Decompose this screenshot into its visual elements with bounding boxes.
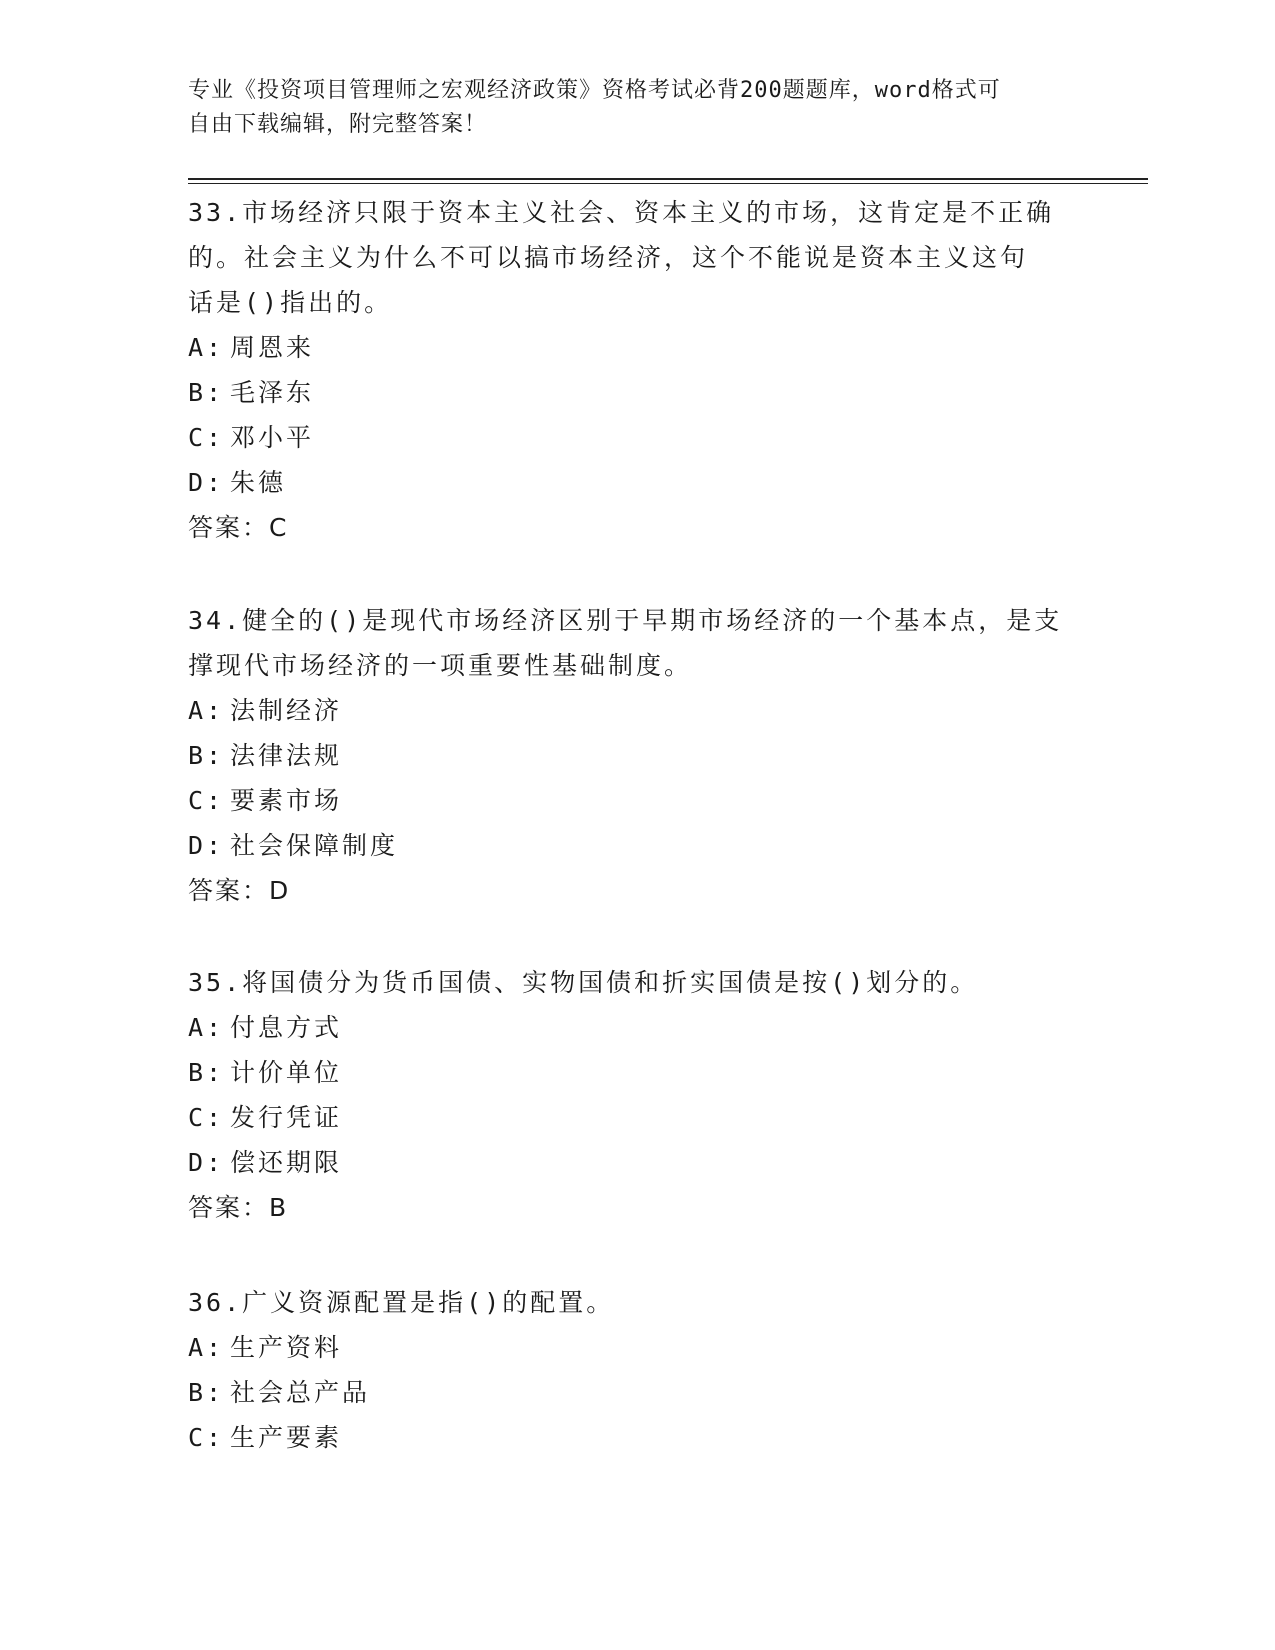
- document-header: [188, 74, 1068, 142]
- option-d: [188, 823, 1078, 868]
- option-text: 法制经济: [230, 696, 343, 725]
- option-text: 法律法规: [230, 741, 343, 770]
- option-text: 毛泽东: [230, 378, 315, 407]
- answer-line: 答案：B: [188, 1193, 289, 1222]
- header-line-2: 自由下载编辑，附完整答案！: [188, 112, 488, 137]
- question-line: 34.健全的()是现代市场经济区别于早期市场经济的一个基本点，是支: [188, 606, 1063, 635]
- question-line: 36.广义资源配置是指()的配置。: [188, 1288, 615, 1317]
- option-text: 邓小平: [230, 423, 315, 452]
- question-line: 撑现代市场经济的一项重要性基础制度。: [188, 651, 693, 680]
- question-line: 话是()指出的。: [188, 288, 393, 317]
- option-a: [188, 1005, 1078, 1050]
- option-letter: A:: [188, 1013, 225, 1042]
- question-text: [188, 598, 1078, 688]
- option-text: 付息方式: [230, 1013, 343, 1042]
- question-34: [188, 598, 1078, 913]
- option-text: 生产要素: [230, 1423, 343, 1452]
- option-letter: D:: [188, 831, 225, 860]
- option-text: 偿还期限: [230, 1148, 343, 1177]
- question-text: [188, 190, 1078, 325]
- option-a: [188, 325, 1078, 370]
- option-letter: C:: [188, 423, 225, 452]
- option-letter: D:: [188, 1148, 225, 1177]
- option-b: [188, 733, 1078, 778]
- header-line-1: 专业《投资项目管理师之宏观经济政策》资格考试必背200题题库，word格式可: [188, 78, 1001, 103]
- header-divider-thick: [188, 178, 1148, 180]
- option-letter: C:: [188, 1423, 225, 1452]
- option-text: 生产资料: [230, 1333, 343, 1362]
- option-letter: C:: [188, 786, 225, 815]
- question-line: 35.将国债分为货币国债、实物国债和折实国债是按()划分的。: [188, 968, 979, 997]
- option-text: 社会保障制度: [230, 831, 399, 860]
- option-a: [188, 688, 1078, 733]
- question-33: [188, 190, 1078, 550]
- option-letter: A:: [188, 333, 225, 362]
- option-text: 社会总产品: [230, 1378, 371, 1407]
- option-letter: B:: [188, 378, 225, 407]
- answer-line: 答案：D: [188, 876, 291, 905]
- option-letter: D:: [188, 468, 225, 497]
- option-text: 朱德: [230, 468, 287, 497]
- option-c: [188, 415, 1078, 460]
- option-letter: B:: [188, 1378, 225, 1407]
- question-line: 33.市场经济只限于资本主义社会、资本主义的市场，这肯定是不正确: [188, 198, 1055, 227]
- question-text: [188, 960, 1078, 1005]
- option-d: [188, 1140, 1078, 1185]
- option-a: [188, 1325, 1078, 1370]
- option-letter: C:: [188, 1103, 225, 1132]
- question-text: [188, 1280, 1078, 1325]
- option-b: [188, 1370, 1078, 1415]
- option-b: [188, 370, 1078, 415]
- question-36: [188, 1280, 1078, 1460]
- option-letter: B:: [188, 741, 225, 770]
- option-text: 计价单位: [230, 1058, 343, 1087]
- option-letter: A:: [188, 1333, 225, 1362]
- option-c: [188, 778, 1078, 823]
- header-divider-thin: [188, 183, 1148, 184]
- option-letter: B:: [188, 1058, 225, 1087]
- question-35: [188, 960, 1078, 1230]
- option-text: 要素市场: [230, 786, 343, 815]
- option-letter: A:: [188, 696, 225, 725]
- option-c: [188, 1095, 1078, 1140]
- option-b: [188, 1050, 1078, 1095]
- option-text: 发行凭证: [230, 1103, 343, 1132]
- option-c: [188, 1415, 1078, 1460]
- option-text: 周恩来: [230, 333, 315, 362]
- answer-line: 答案：C: [188, 513, 289, 542]
- question-line: 的。社会主义为什么不可以搞市场经济，这个不能说是资本主义这句: [188, 243, 1029, 272]
- option-d: [188, 460, 1078, 505]
